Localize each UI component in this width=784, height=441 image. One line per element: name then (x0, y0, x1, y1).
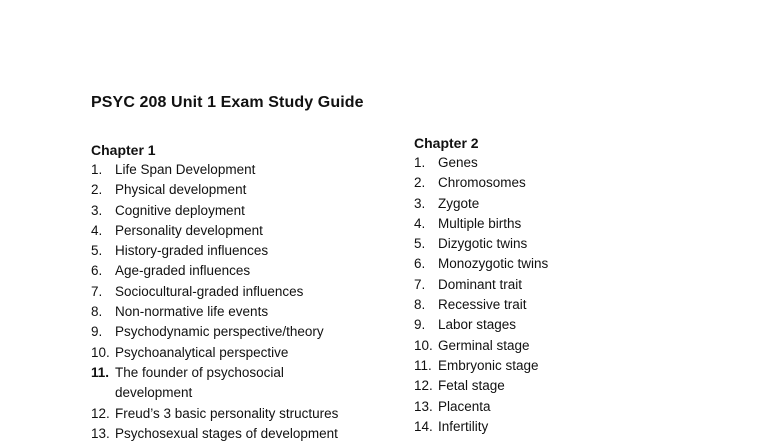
list-item-text: Dominant trait (438, 276, 523, 292)
list-item-number: 4. (414, 215, 426, 231)
list-item-number: 8. (91, 304, 103, 320)
list-item-number: 2. (414, 175, 426, 191)
list-item-text: Psychodynamic perspective/theory (115, 324, 324, 340)
chapter-1-list (91, 160, 411, 441)
list-item-text: Germinal stage (438, 337, 530, 353)
list-item (91, 221, 411, 241)
list-item-number: 11. (414, 357, 432, 373)
list-item (414, 153, 734, 173)
document-title: PSYC 208 Unit 1 Exam Study Guide (91, 94, 364, 111)
list-item-number: 5. (414, 236, 426, 252)
list-item-number: 6. (414, 256, 426, 272)
list-item (91, 160, 411, 180)
list-item-number: 10. (91, 344, 110, 360)
list-item (91, 424, 411, 441)
list-item-text: Psychoanalytical perspective (115, 344, 289, 360)
list-item (414, 214, 734, 234)
list-item-number: 7. (91, 283, 103, 299)
list-item-number: 1. (414, 155, 426, 170)
list-item (91, 322, 411, 342)
list-item (414, 275, 734, 295)
list-item-text: Cognitive deployment (115, 202, 245, 218)
list-item-number: 8. (414, 297, 426, 313)
list-item-number: 13. (414, 398, 433, 414)
list-item (91, 302, 411, 322)
list-item (91, 343, 411, 363)
list-item-text: Genes (438, 155, 478, 170)
list-item (91, 241, 411, 261)
list-item-text: Sociocultural-graded influences (115, 283, 304, 299)
list-item-number: 5. (91, 243, 103, 259)
list-item (414, 315, 734, 335)
list-item (414, 356, 734, 376)
list-item (91, 201, 411, 221)
list-item (414, 194, 734, 214)
list-item-number: 6. (91, 263, 103, 279)
list-item-number: 14. (414, 418, 433, 434)
chapter-2-heading: Chapter 2 (414, 135, 479, 151)
list-item-text: Placenta (438, 398, 491, 414)
list-item-text: Recessive trait (438, 297, 527, 313)
list-item-number: 12. (91, 405, 110, 421)
list-item-text: Psychosexual stages of development (115, 425, 338, 441)
list-item-number: 12. (414, 378, 433, 394)
list-item (414, 234, 734, 254)
list-item-text: Non-normative life events (115, 304, 269, 320)
list-item (91, 180, 411, 200)
list-item-text: Monozygotic twins (438, 256, 549, 272)
list-item-text: Labor stages (438, 317, 517, 333)
list-item-text: Chromosomes (438, 175, 526, 191)
list-item-text: Dizygotic twins (438, 236, 528, 252)
list-item-text: Embryonic stage (438, 357, 539, 373)
list-item (91, 363, 411, 404)
list-item-text: Multiple births (438, 215, 522, 231)
list-item-number: 7. (414, 276, 426, 292)
list-item-number: 3. (91, 202, 103, 218)
chapter-2-section (414, 133, 734, 437)
list-item-number: 10. (414, 337, 433, 353)
list-item (414, 336, 734, 356)
list-item (91, 404, 411, 424)
list-item (414, 173, 734, 193)
list-item (91, 282, 411, 302)
list-item-number: 11. (91, 364, 110, 380)
list-item-text: Fetal stage (438, 378, 505, 394)
list-item-text: Life Span Development (115, 162, 256, 177)
list-item-text: Infertility (438, 418, 489, 434)
list-item-number: 4. (91, 222, 103, 238)
list-item (414, 397, 734, 417)
list-item-text: Zygote (438, 195, 480, 211)
list-item-number: 1. (91, 162, 103, 177)
list-item-text: Personality development (115, 222, 263, 238)
list-item (414, 417, 734, 437)
list-item-text: History-graded influences (115, 243, 269, 259)
list-item-number: 3. (414, 195, 426, 211)
chapter-1-heading: Chapter 1 (91, 142, 156, 158)
list-item (91, 261, 411, 281)
chapter-2-list (414, 153, 734, 437)
list-item-text: Physical development (115, 182, 247, 198)
list-item-text: Freud’s 3 basic personality structures (115, 405, 339, 421)
list-item (414, 254, 734, 274)
list-item-number: 13. (91, 425, 110, 441)
chapter-1-section (91, 140, 411, 441)
list-item-text: Age-graded influences (115, 263, 251, 279)
list-item-number: 9. (91, 324, 103, 340)
list-item-number: 9. (414, 317, 426, 333)
list-item-number: 2. (91, 182, 103, 198)
list-item (414, 295, 734, 315)
list-item-text: The founder of psychosocial development (115, 364, 284, 401)
list-item (414, 376, 734, 396)
